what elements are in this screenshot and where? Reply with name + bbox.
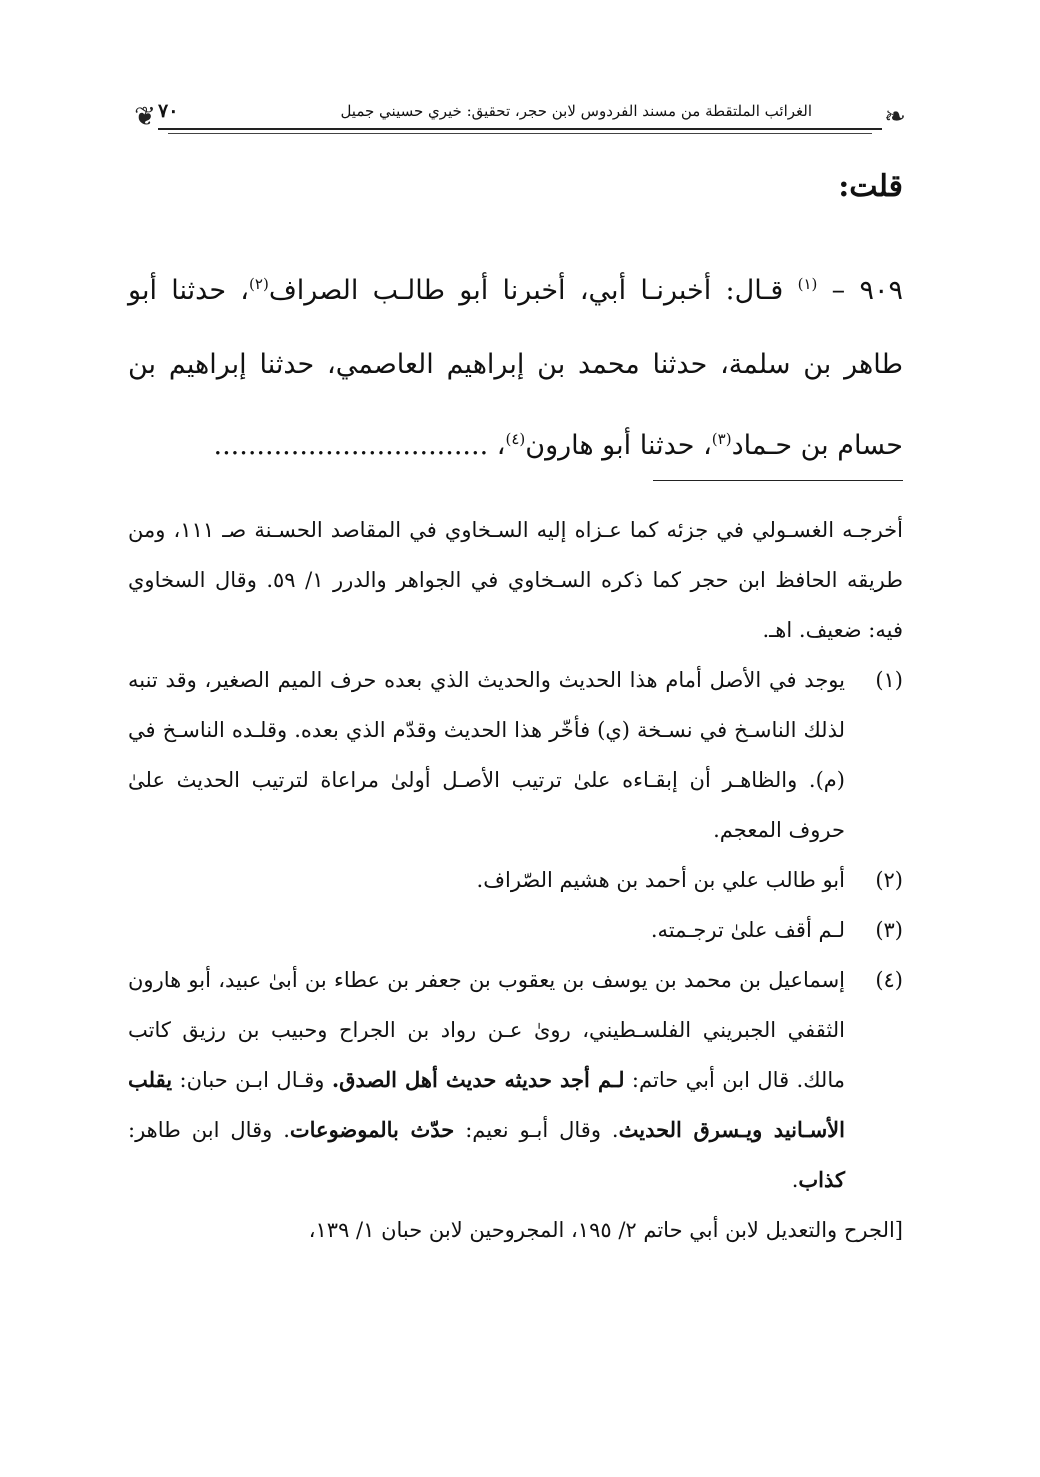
- footnote-text: وقـال ابـن حبان:: [172, 1068, 332, 1092]
- hadith-number: ٩٠٩: [859, 275, 903, 306]
- ornament-right-icon: ❧: [884, 102, 906, 132]
- running-header: [128, 100, 912, 134]
- header-title: الغرائب الملتقطة من مسند الفردوس لابن حجر، تحقيق: خيري حسيني جميل: [340, 102, 812, 120]
- footnote-quote-bold: لـم أجد حديثه حديث أهل الصدق.: [331, 1067, 625, 1092]
- footnote-number: (٤): [875, 968, 903, 992]
- footnote-quote-bold: يقلب الأسـانيد ويـسرق الحديث: [128, 1067, 845, 1142]
- footnote-ref-2[interactable]: (٢): [249, 275, 269, 293]
- references-line: [الجرح والتعديل لابن أبي حاتم ٢/ ١٩٥، المجروحين لابن حبان ١/ ١٣٩،: [308, 1218, 903, 1242]
- hadith-text-1: قـال: أخبرنـا أبي، أخبرنا أبو طالـب الصراف: [268, 275, 798, 306]
- footnote-text: يوجد في الأصل أمام هذا الحديث والحديث الذي بعده حرف الميم الصغير، وقد تنبه لذلك الناسـخ في نسـخة (ي) فأخّر هذا الحديث وقدّم الذي بعده. وقلـده الناسـخ في (م). والظاهـر أن إبقـاءه علىٰ ترتيب الأصـل أولىٰ مراعاة لترتيب الحديث علىٰ حروف المعجم.: [128, 668, 845, 842]
- footnote-text: إسماعيل بن محمد بن يوسف بن يعقوب بن جعفر بن عطاء بن أبىٰ عبيد، أبو هارون الثقفي الجبريني الفلسـطيني، روىٰ عـن رواد بن الجراح وحبيب بن رزيق كاتب مالك. قال ابن أبي حاتم:: [128, 968, 845, 1092]
- qult-heading: قلت:: [838, 169, 903, 204]
- takhrij-note: أخرجـه الغسـولي في جزئه كما عـزاه إليه السـخاوي في المقاصد الحسـنة صـ ١١١، ومن طريقه الحافظ ابن حجر كما ذكره السـخاوي في الجواهر والدرر ١/ ٥٩. وقال السخاوي فيه: ضعيف. اهـ.: [128, 518, 903, 642]
- hadith-text-3: ، حدثنا أبو هارون: [525, 430, 712, 461]
- hadith-dash: –: [817, 275, 860, 306]
- footnote-2: [128, 855, 903, 905]
- header-rule-secondary: [168, 133, 872, 134]
- footnote-text: أبو طالب علي بن أحمد بن هشيم الصّراف.: [476, 868, 845, 892]
- footnote-3: [128, 905, 903, 955]
- page-number: ٧٠: [158, 100, 179, 122]
- footnotes: [128, 505, 903, 1255]
- header-rule: [158, 128, 882, 130]
- main-text: [128, 155, 903, 483]
- footnote-text: لـم أقف علىٰ ترجـمته.: [650, 918, 845, 942]
- footnote-1: [128, 655, 903, 855]
- footnote-text: .: [791, 1168, 799, 1192]
- footnote-number: (١): [875, 668, 903, 692]
- footnote-4: [128, 955, 903, 1205]
- footnote-text: . وقال ابن طاهر:: [128, 1118, 290, 1142]
- hadith-text-2: ، حدثنا أبو طاهر بن سلمة، حدثنا محمد بن إبراهيم العاصمي، حدثنا إبراهيم بن حسام بن حـماد: [128, 275, 903, 461]
- footnote-number: (٢): [875, 868, 903, 892]
- separator-line: [653, 480, 903, 481]
- footnote-ref-4[interactable]: (٤): [505, 430, 526, 448]
- footnote-text: . وقال أبـو نعيم:: [454, 1118, 619, 1142]
- footnote-quote-bold: كذاب: [798, 1167, 845, 1192]
- footnote-ref-3[interactable]: (٣): [711, 430, 732, 448]
- ornament-left-icon: ❦: [134, 102, 156, 132]
- footnote-number: (٣): [875, 918, 903, 942]
- hadith-909: [128, 247, 903, 483]
- hadith-text-4: ، ................................: [213, 430, 506, 461]
- footnote-ref-1[interactable]: (١): [797, 275, 818, 293]
- footnote-quote-bold: حدّث بالموضوعات: [289, 1117, 455, 1142]
